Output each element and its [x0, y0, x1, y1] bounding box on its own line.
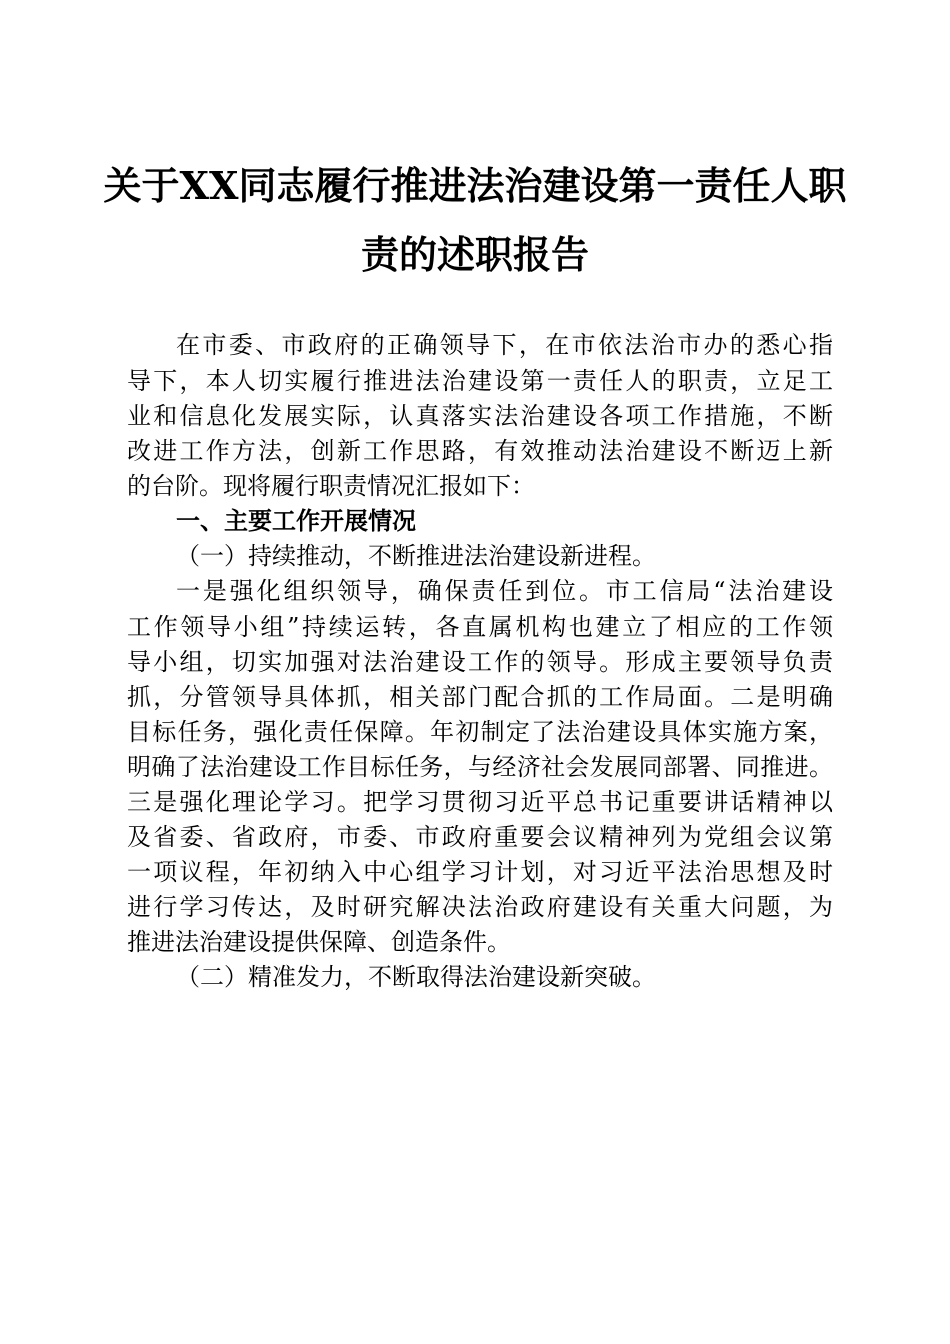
- paragraph-body-line-8: 及省委、省政府，市委、市政府重要会议精神列为党组会议第: [127, 823, 833, 851]
- paragraph-body-line-7: 三是强化理论学习。把学习贯彻习近平总书记重要讲话精神以: [127, 788, 833, 816]
- paragraph-intro-line-4: 改进工作方法，创新工作思路，有效推动法治建设不断迈上新: [127, 437, 833, 465]
- paragraph-body-line-3: 导小组，切实加强对法治建设工作的领导。形成主要领导负责: [127, 648, 833, 676]
- paragraph-body-line-2: 工作领导小组”持续运转，各直属机构也建立了相应的工作领: [127, 613, 833, 641]
- paragraph-intro-line-2: 导下，本人切实履行推进法治建设第一责任人的职责，立足工: [127, 367, 833, 395]
- document-title-line-1: 关于XX同志履行推进法治建设第一责任人职: [103, 163, 847, 208]
- paragraph-body-line-9: 一项议程，年初纳入中心组学习计划，对习近平法治思想及时: [127, 858, 833, 886]
- paragraph-body-line-5: 目标任务，强化责任保障。年初制定了法治建设具体实施方案，: [127, 718, 833, 746]
- paragraph-intro-line-3: 业和信息化发展实际，认真落实法治建设各项工作措施，不断: [127, 402, 833, 430]
- paragraph-body-line-4: 抓，分管领导具体抓，相关部门配合抓的工作局面。二是明确: [127, 683, 833, 711]
- paragraph-body-line-11: 推进法治建设提供保障、创造条件。: [127, 928, 511, 956]
- paragraph-body-line-6: 明确了法治建设工作目标任务，与经济社会发展同部署、同推进。: [127, 753, 833, 781]
- paragraph-intro-line-1: 在市委、市政府的正确领导下，在市依法治市办的悉心指: [176, 331, 833, 359]
- paragraph-body-line-1: 一是强化组织领导，确保责任到位。市工信局“法治建设: [176, 577, 833, 605]
- section-heading: 一、主要工作开展情况: [176, 507, 416, 535]
- subsection-heading-2: （二）精准发力，不断取得法治建设新突破。: [176, 963, 656, 991]
- document-title-line-2: 责的述职报告: [360, 232, 589, 277]
- paragraph-body-line-10: 进行学习传达，及时研究解决法治政府建设有关重大问题，为: [127, 893, 833, 921]
- paragraph-intro-line-5: 的台阶。现将履行职责情况汇报如下：: [127, 472, 535, 500]
- subsection-heading-1: （一）持续推动，不断推进法治建设新进程。: [176, 542, 656, 570]
